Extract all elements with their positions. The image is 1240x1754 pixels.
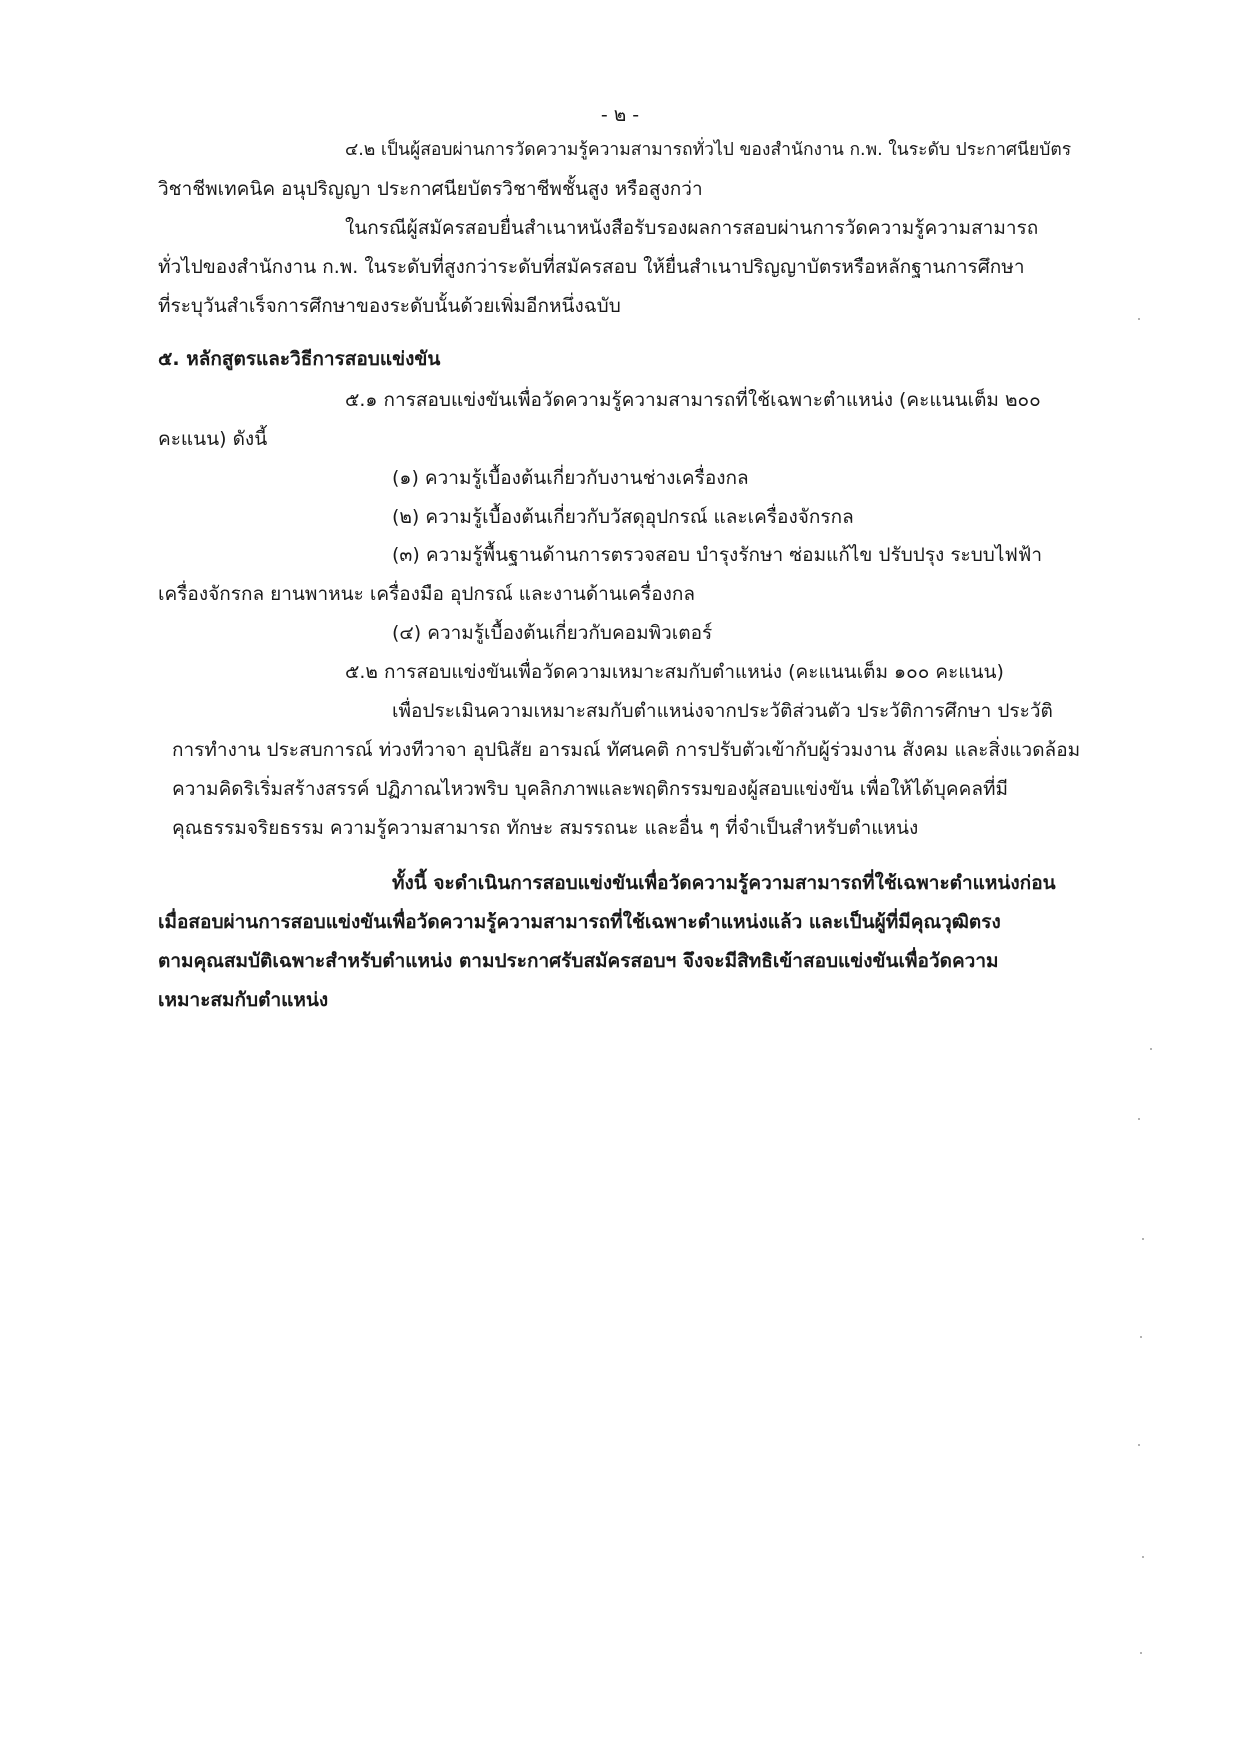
- subitem-4: (๔) ความรู้เบื้องต้นเกี่ยวกับคอมพิวเตอร์: [392, 622, 713, 644]
- subitem-2: (๒) ความรู้เบื้องต้นเกี่ยวกับวัสดุอุปกรณ์ และเครื่องจักรกล: [392, 506, 854, 528]
- scan-speck: [1142, 1238, 1144, 1240]
- scan-speck: [1140, 1652, 1142, 1654]
- scan-speck: [1138, 318, 1140, 320]
- bold-note-line2: เมื่อสอบผ่านการสอบแข่งขันเพื่อวัดความรู้ความสามารถที่ใช้เฉพาะตำแหน่งแล้ว และเป็นผู้ที่มีคุณวุฒิตรง: [158, 911, 1001, 933]
- item-5-1-line1: ๕.๑ การสอบแข่งขันเพื่อวัดความรู้ความสามารถที่ใช้เฉพาะตำแหน่ง (คะแนนเต็ม ๒๐๐: [345, 389, 1041, 411]
- item-5-2-desc2: การทำงาน ประสบการณ์ ท่วงทีวาจา อุปนิสัย อารมณ์ ทัศนคติ การปรับตัวเข้ากับผู้ร่วมงาน สังคม และสิ่งแวดล้อม: [172, 739, 1081, 761]
- scan-speck: [1142, 1556, 1144, 1558]
- subitem-3: (๓) ความรู้พื้นฐานด้านการตรวจสอบ บำรุงรักษา ซ่อมแก้ไข ปรับปรุง ระบบไฟฟ้า: [392, 544, 1042, 566]
- scan-speck: [1140, 1336, 1142, 1338]
- item-4-2-line2: วิชาชีพเทคนิค อนุปริญญา ประกาศนียบัตรวิชาชีพชั้นสูง หรือสูงกว่า: [158, 178, 703, 200]
- subitem-1: (๑) ความรู้เบื้องต้นเกี่ยวกับงานช่างเครื่องกล: [392, 467, 749, 489]
- note-line1: ในกรณีผู้สมัครสอบยื่นสำเนาหนังสือรับรองผลการสอบผ่านการวัดความรู้ความสามารถ: [345, 217, 1039, 239]
- item-5-2-desc1: เพื่อประเมินความเหมาะสมกับตำแหน่งจากประวัติส่วนตัว ประวัติการศึกษา ประวัติ: [392, 700, 1053, 722]
- page-number: - ๒ -: [600, 104, 640, 126]
- note-line3: ที่ระบุวันสำเร็จการศึกษาของระดับนั้นด้วยเพิ่มอีกหนึ่งฉบับ: [158, 295, 621, 317]
- item-5-2-line1: ๕.๒ การสอบแข่งขันเพื่อวัดความเหมาะสมกับตำแหน่ง (คะแนนเต็ม ๑๐๐ คะแนน): [345, 661, 1004, 683]
- subitem-3-cont: เครื่องจักรกล ยานพาหนะ เครื่องมือ อุปกรณ์ และงานด้านเครื่องกล: [158, 583, 696, 605]
- bold-note-line3: ตามคุณสมบัติเฉพาะสำหรับตำแหน่ง ตามประกาศรับสมัครสอบฯ จึงจะมีสิทธิเข้าสอบแข่งขันเพื่อวัดความ: [158, 950, 999, 972]
- note-line2: ทั่วไปของสำนักงาน ก.พ. ในระดับที่สูงกว่าระดับที่สมัครสอบ ให้ยื่นสำเนาปริญญาบัตรหรือหลักฐานการศึกษา: [158, 256, 1025, 278]
- bold-note-line1: ทั้งนี้ จะดำเนินการสอบแข่งขันเพื่อวัดความรู้ความสามารถที่ใช้เฉพาะตำแหน่งก่อน: [392, 872, 1056, 894]
- item-4-2-line1: ๔.๒ เป็นผู้สอบผ่านการวัดความรู้ความสามารถทั่วไป ของสำนักงาน ก.พ. ในระดับ ประกาศนียบัตร: [345, 140, 1072, 160]
- scan-speck: [1138, 1444, 1140, 1446]
- section-5-heading: ๕. หลักสูตรและวิธีการสอบแข่งขัน: [158, 348, 441, 370]
- item-5-1-line2: คะแนน) ดังนี้: [158, 428, 268, 450]
- item-5-2-desc3: ความคิดริเริ่มสร้างสรรค์ ปฏิภาณไหวพริบ บุคลิกภาพและพฤติกรรมของผู้สอบแข่งขัน เพื่อให้ได้บุคคลที่มี: [172, 778, 1009, 800]
- scan-speck: [1138, 1118, 1140, 1120]
- scan-speck: [1150, 1048, 1152, 1050]
- item-5-2-desc4: คุณธรรมจริยธรรม ความรู้ความสามารถ ทักษะ สมรรถนะ และอื่น ๆ ที่จำเป็นสำหรับตำแหน่ง: [172, 817, 919, 839]
- bold-note-line4: เหมาะสมกับตำแหน่ง: [158, 989, 329, 1011]
